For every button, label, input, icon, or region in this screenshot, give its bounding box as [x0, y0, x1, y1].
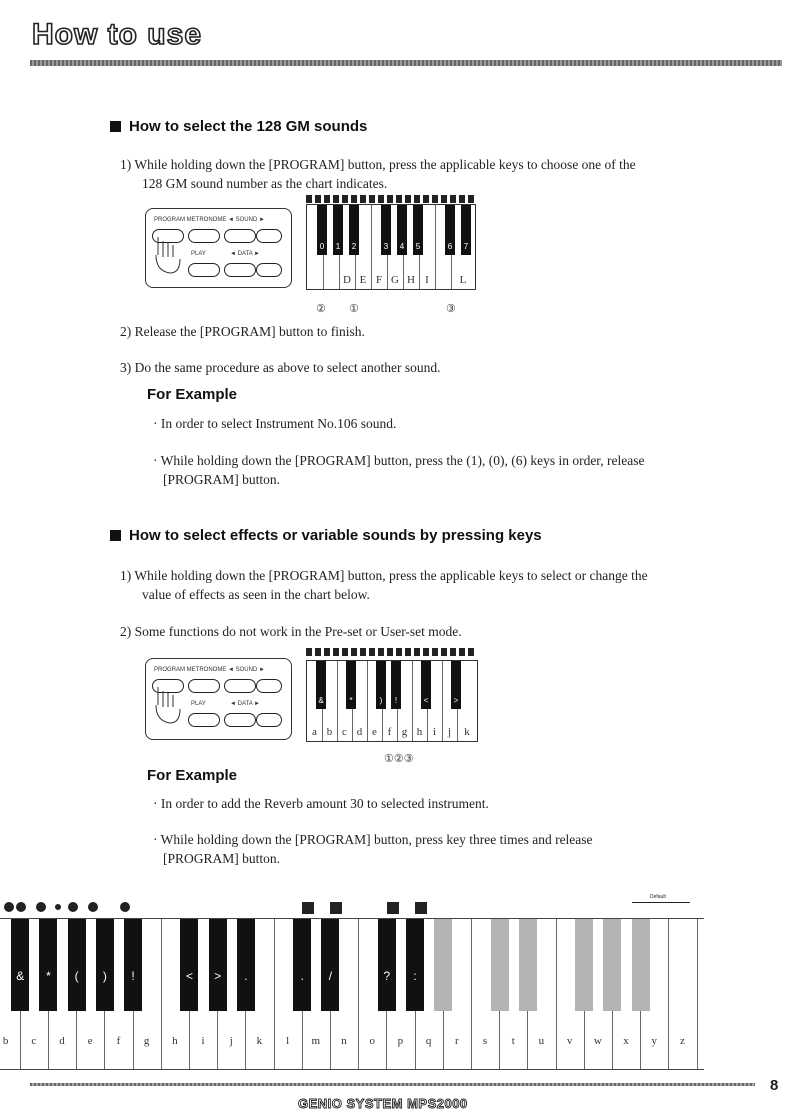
black-key: ! [124, 919, 142, 1011]
white-key: t [499, 919, 528, 1069]
black-key: < [180, 919, 198, 1011]
product-name: GENIO SYSTEM MPS2000 [298, 1096, 468, 1111]
black-key: . [237, 919, 255, 1011]
hand-press-icon [150, 683, 184, 727]
finger-marker: ①②③ [384, 753, 414, 765]
step-3: 3) Do the same procedure as above to select another sound. [120, 360, 441, 375]
panel-button-diagram [256, 263, 282, 277]
page-title: How to use [32, 18, 203, 51]
default-label: Default [650, 894, 666, 900]
step-text: value of effects as seen in the chart below. [142, 587, 370, 602]
finger-marker: ① [349, 303, 359, 315]
example-heading: For Example [147, 386, 238, 403]
example-item [153, 451, 773, 489]
white-key: d [48, 919, 77, 1069]
finger-marker: ② [316, 303, 326, 315]
black-key: 5 [413, 205, 423, 255]
white-key: e [76, 919, 105, 1069]
white-key: v [556, 919, 585, 1069]
panel-label: ◄ SOUND ► [228, 667, 265, 673]
white-key: c [20, 919, 49, 1069]
white-key: m [302, 919, 331, 1069]
panel-label: ◄ DATA ► [230, 701, 260, 707]
grey-effect-key [603, 919, 621, 1011]
panel-label: PLAY [191, 251, 206, 257]
black-key: . [293, 919, 311, 1011]
black-key: 6 [445, 205, 455, 255]
white-key: k [245, 919, 274, 1069]
grey-effect-key [575, 919, 593, 1011]
page-number: 8 [770, 1077, 779, 1094]
white-key: q [415, 919, 444, 1069]
black-key: 7 [461, 205, 471, 255]
white-key: n [330, 919, 359, 1069]
white-key: x [612, 919, 641, 1069]
black-key: * [39, 919, 57, 1011]
black-key: * [346, 661, 356, 709]
black-key: > [209, 919, 227, 1011]
square-bullet-icon [110, 121, 121, 132]
panel-button-diagram [256, 713, 282, 727]
function-icons-strip [306, 648, 476, 656]
black-key: ? [378, 919, 396, 1011]
white-key: p [386, 919, 415, 1069]
panel-button-diagram [224, 713, 256, 727]
control-panel-diagram [145, 658, 292, 740]
example-item: · In order to add the Reverb amount 30 to selected instrument. [153, 796, 489, 811]
panel-button-diagram [188, 679, 220, 693]
panel-label: PROGRAM METRONOME [154, 667, 227, 673]
step-1 [120, 566, 770, 604]
black-key: > [451, 661, 461, 709]
white-key: s [471, 919, 500, 1069]
footer-rule [30, 1083, 755, 1086]
grey-effect-key [632, 919, 650, 1011]
keyboard-diagram-numbers: D E F G H I L 0 1 2 3 4 5 6 7 [306, 204, 476, 290]
step-2: 2) Some functions do not work in the Pre-set or User-set mode. [120, 624, 462, 639]
step-text: 128 GM sound number as the chart indicates. [142, 176, 388, 191]
hand-press-icon [150, 233, 184, 277]
example-text: · While holding down the [PROGRAM] button, press key three times and release [153, 832, 593, 847]
panel-button-diagram [224, 229, 256, 243]
black-key: 4 [397, 205, 407, 255]
white-key: b [0, 919, 21, 1069]
black-key: & [11, 919, 29, 1011]
grey-effect-key [434, 919, 452, 1011]
black-key: ( [68, 919, 86, 1011]
black-key: 1 [333, 205, 343, 255]
white-key: j [217, 919, 246, 1069]
white-key: o [358, 919, 387, 1069]
example-item: · In order to select Instrument No.106 sound. [153, 416, 397, 431]
white-key: z [668, 919, 697, 1069]
panel-button-diagram [188, 263, 220, 277]
example-text: · While holding down the [PROGRAM] button, press the (1), (0), (6) keys in order, release [153, 453, 645, 468]
panel-button-diagram [224, 263, 256, 277]
example-text: [PROGRAM] button. [163, 851, 281, 866]
panel-button-diagram [256, 229, 282, 243]
white-key: w [584, 919, 613, 1069]
white-key: l [274, 919, 303, 1069]
black-key: & [316, 661, 326, 709]
keyboard-diagram-effects: a b c d e f g h i j k & * ) ! < > [306, 660, 478, 742]
keyboard-chart [0, 918, 704, 1070]
section-heading-text: How to select the 128 GM sounds [129, 118, 368, 135]
white-key: y [640, 919, 669, 1069]
black-key: : [406, 919, 424, 1011]
panel-button-diagram [256, 679, 282, 693]
header-rule [30, 60, 782, 66]
white-key: r [443, 919, 472, 1069]
white-key: i [189, 919, 218, 1069]
default-bracket [632, 894, 690, 915]
panel-button-diagram [224, 679, 256, 693]
section-heading-gm-sounds [110, 118, 367, 135]
panel-label: PROGRAM METRONOME [154, 217, 227, 223]
black-key: 0 [317, 205, 327, 255]
black-key: < [421, 661, 431, 709]
black-key: ) [96, 919, 114, 1011]
black-key: ! [391, 661, 401, 709]
black-key: / [321, 919, 339, 1011]
example-item [153, 830, 773, 868]
finger-marker: ③ [446, 303, 456, 315]
white-key: f [104, 919, 133, 1069]
white-key: u [527, 919, 556, 1069]
black-key: 3 [381, 205, 391, 255]
white-key: h [161, 919, 190, 1069]
square-bullet-icon [110, 530, 121, 541]
panel-label: ◄ SOUND ► [228, 217, 265, 223]
function-icons-strip [306, 195, 474, 203]
panel-button-diagram [188, 713, 220, 727]
grey-effect-key [491, 919, 509, 1011]
step-2: 2) Release the [PROGRAM] button to finish. [120, 324, 365, 339]
section-heading-text: How to select effects or variable sounds by pressing keys [129, 527, 542, 544]
panel-button-diagram [188, 229, 220, 243]
example-text: [PROGRAM] button. [163, 472, 281, 487]
step-text: 1) While holding down the [PROGRAM] button, press the applicable keys to choose one of the [120, 157, 636, 172]
example-heading: For Example [147, 767, 238, 784]
control-panel-diagram [145, 208, 292, 288]
panel-label: ◄ DATA ► [230, 251, 260, 257]
panel-label: PLAY [191, 701, 206, 707]
black-key: 2 [349, 205, 359, 255]
black-key: ) [376, 661, 386, 709]
section-heading-effects [110, 527, 542, 544]
step-text: 1) While holding down the [PROGRAM] button, press the applicable keys to select or change the [120, 568, 648, 583]
white-key: g [133, 919, 162, 1069]
step-1 [120, 155, 770, 193]
grey-effect-key [519, 919, 537, 1011]
